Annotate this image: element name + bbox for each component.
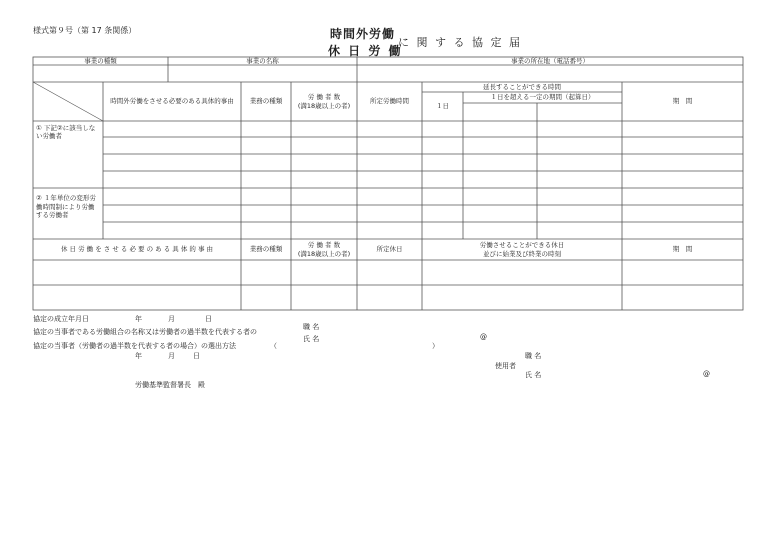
agreement-date-day: 日	[205, 315, 212, 323]
submit-date-day: 日	[193, 352, 200, 360]
overtime-reason-header: 時間外労働をさせる必要のある具体的事由	[110, 97, 234, 106]
business-address-header: 事業の所在地（電話番号）	[511, 56, 589, 65]
holiday-period-header: 期 間	[672, 245, 693, 254]
holiday-workers-header	[291, 239, 357, 260]
overtime-workers-sub: (満18歳以上の者)	[297, 101, 351, 110]
beyond-one-day-header: １日を超える一定の期間（起算日）	[490, 93, 595, 102]
title-holiday: 休 日 労 働	[328, 44, 403, 58]
labor-office-addressee: 労働基準監督署長 殿	[135, 381, 205, 389]
submit-date-month: 月	[168, 352, 175, 360]
method-paren-open: （	[270, 342, 277, 350]
worker-seal-mark: @	[480, 333, 487, 341]
employer-position-label: 職 名	[525, 352, 542, 360]
allowable-holidays-header	[422, 239, 622, 260]
one-day-header: １日	[436, 102, 449, 111]
overtime-workers-header	[291, 82, 357, 121]
row-group-2-label: ② １年単位の変形労働時間制により労働する労働者	[36, 194, 96, 220]
allowable-holidays-label: 労働させることができる休日	[479, 241, 565, 250]
business-type-header: 事業の種類	[84, 56, 117, 65]
form-number-label: 様式第９号（第 17 条関係）	[33, 26, 137, 35]
title-overtime: 時間外労働	[330, 27, 396, 41]
agreement-date-month: 月	[168, 315, 175, 323]
method-paren-close: ）	[432, 342, 439, 350]
row-group-1-label: ① 下記②に該当しない労働者	[36, 123, 96, 140]
agreement-date-year: 年	[135, 315, 142, 323]
scheduled-hours-header: 所定労働時間	[370, 97, 409, 106]
extension-hours-header: 延長することができる時間	[483, 82, 561, 91]
employer-seal-mark: @	[703, 370, 710, 378]
selection-method-label: 協定の当事者（労働者の過半数を代表する者の場合）の選出方法	[33, 342, 236, 350]
holiday-reason-header: 休 日 労 働 を さ せ る 必 要 の あ る 具 体 的 事 由	[60, 245, 214, 254]
employer-label: 使用者	[495, 362, 516, 370]
employer-name-label: 氏 名	[525, 371, 542, 379]
overtime-period-header: 期 間	[672, 97, 693, 106]
holiday-workers-label: 労 働 者 数	[307, 241, 341, 250]
party-statement: 協定の当事者である労働組合の名称又は労働者の過半数を代表する者の	[33, 328, 257, 336]
allowable-holidays-sub: 並びに始業及び終業の時刻	[483, 249, 561, 258]
holiday-job-type-header: 業務の種類	[249, 245, 283, 254]
worker-rep-name-label: 氏 名	[303, 335, 320, 343]
submit-date-year: 年	[135, 352, 142, 360]
agreement-date-label: 協定の成立年月日	[33, 315, 89, 323]
holiday-workers-sub: (満18歳以上の者)	[297, 249, 351, 258]
overtime-job-type-header: 業務の種類	[249, 97, 283, 106]
title-suffix: に 関 す る 協 定 届	[398, 36, 522, 49]
worker-rep-position-label: 職 名	[303, 323, 320, 331]
overtime-workers-label: 労 働 者 数	[307, 93, 341, 102]
scheduled-holidays-header: 所定休日	[376, 245, 403, 254]
business-name-header: 事業の名称	[246, 56, 279, 65]
